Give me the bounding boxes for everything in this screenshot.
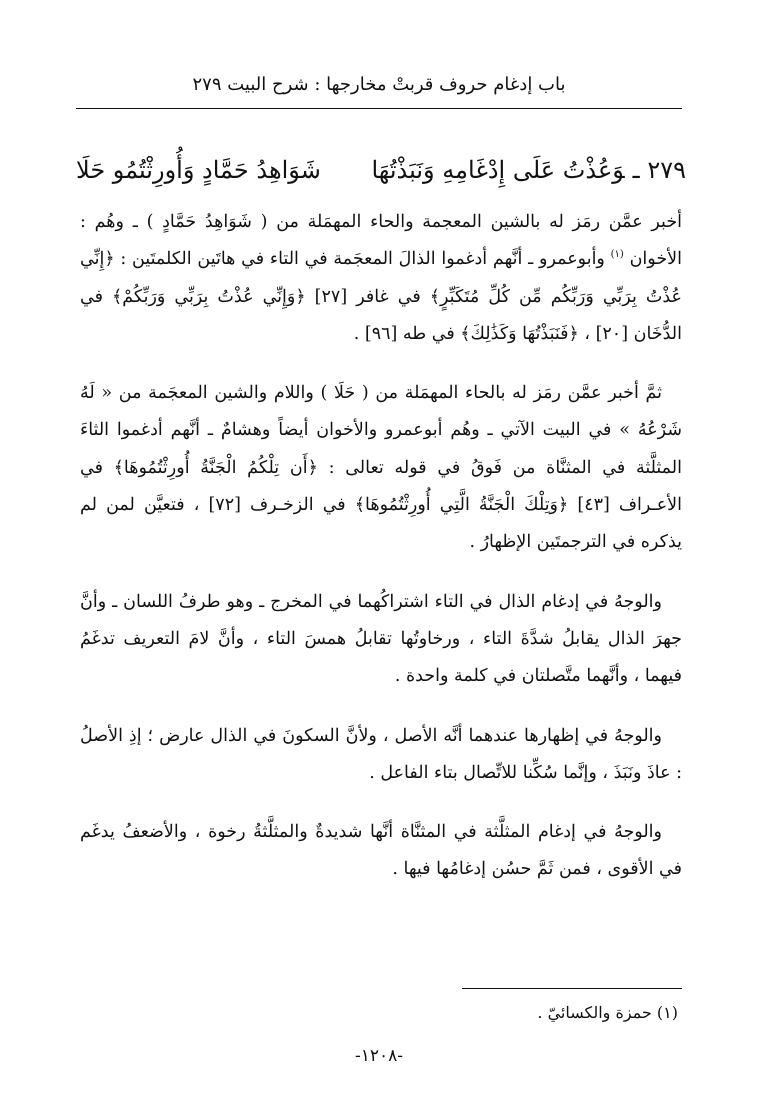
verse-first-hemistich — [371, 150, 686, 190]
running-header: باب إدغام حروف قربتْ مخارجها : شرح البيت ٢٧٩ — [192, 74, 566, 95]
paragraph-5: والوجهُ في إدغام المثلَّثة في المثنَّاة أنَّها شديدةٌ والمثلَّثةُ رخوة ، والأضعفُ يدغَم في الأقوى ، فمن ثَمَّ حسُن إدغامُها فيها . — [80, 822, 682, 880]
footnote: (١) حمزة والكسائيّ . — [537, 1003, 678, 1022]
paragraph-1-part-b: وأبوعمرو ـ أنَّهم أدغموا الذالَ المعجَمة في التاء في هاتَين الكلمتَين : ﴿إِنِّي عُذْتُ بِرَبِّي وَرَبِّكُم مِّن كُلِّ مُتَكَبِّرٍ﴾ في غافر [٢٧] ﴿وَإِنِّي عُذْتُ بِرَبِّي وَرَبِّكُمْ﴾ في الدُّخَان [٢٠] ، ﴿فَنَبَذْتُهَا وَكَذَٰلِكَ﴾ في طه [٩٦] . — [80, 249, 682, 344]
verse-line — [76, 150, 686, 190]
page-number: -١٢٠٨- — [354, 1046, 404, 1066]
paragraph-4: والوجهُ في إظهارها عندهما أنَّه الأصل ، ولأنَّ السكونَ في الذال عارض ؛ إذِ الأصلُ : عاذَ ونَبَذَ ، وإنَّما سُكِّنا للاتِّصال بتاء الفاعل . — [80, 725, 682, 783]
header-divider — [76, 108, 682, 109]
paragraph-3: والوجهُ في إدغام الذال في التاء اشتراكُهما في المخرج ـ وهو طرفُ اللسان ـ وأنَّ جهرَ الذال يقابلُ شدَّةَ التاء ، ورخاوتُها تقابلُ همسَ التاء ، وأنَّ لامَ التعريف تدغَمُ فيهما ، وأنَّهما متَّصلتان في كلمة واحدة . — [80, 591, 682, 687]
footnote-reference[interactable]: (١) — [610, 249, 624, 261]
commentary-body — [80, 204, 682, 911]
paragraph-1 — [80, 204, 682, 353]
verse-hemistich-1-text: وَعُذْتُ عَلَى إِدْغَامِهِ وَنَبَذْتُهَا — [371, 156, 625, 184]
footnote-divider — [462, 988, 682, 989]
paragraph-2: ثمَّ أخبر عمَّن رمَز له بالحاء المهمَلة من ( حَلَا ) واللام والشين المعجَمة من « لَهُ شَرْعُهُ » في البيت الآتي ـ وهُم أبوعمرو والأخوان أيضاً وهشامٌ ـ أنَّهم أدغموا الثاءَ المثلَّثة في المثنَّاة من فَوقُ في قوله تعالى : ﴿أَن تِلْكُمُ الْجَنَّةُ أُورِثْتُمُوهَا﴾ في الأعـراف [٤٣] ﴿وَتِلْكَ الْجَنَّةُ الَّتِي أُورِثْتُمُوهَا﴾ في الزخـرف [٧٢] ، فتعيَّن لمن لم يذكره في الترجمتَين الإظهارُ . — [80, 383, 682, 553]
paragraph-1-part-a: أخبر عمَّن رمَز له بالشين المعجمة والحاء المهمَلة من ( شَوَاهِدُ حَمَّادٍ ) ـ وهُم : الأخوان — [80, 212, 682, 270]
verse-second-hemistich: شَوَاهِدُ حَمَّادٍ وَأُورِثْتُمُو حَلَا — [76, 156, 321, 184]
verse-number: ٢٧٩ ـ — [632, 156, 686, 184]
